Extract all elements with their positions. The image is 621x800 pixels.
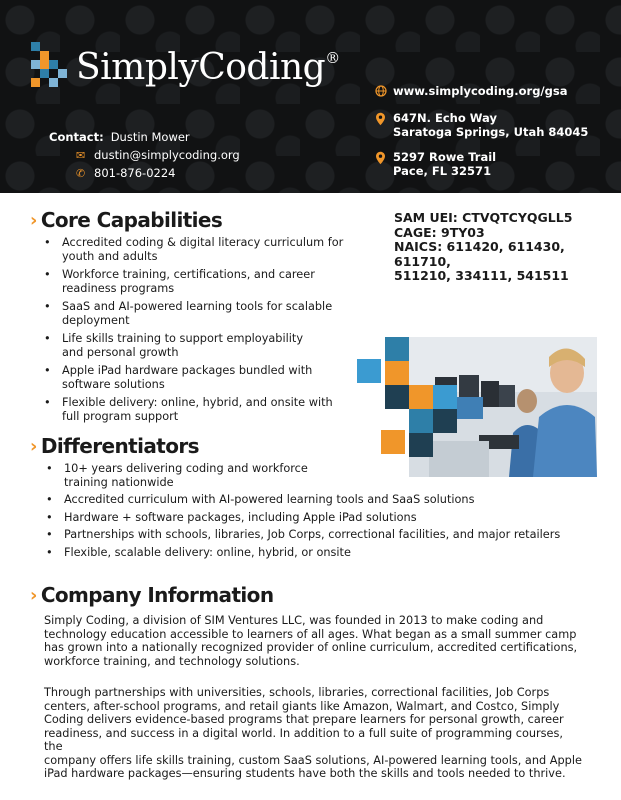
- paragraph-line: technology education accessible to learners of all ages. What began as a small summer camp: [44, 627, 577, 641]
- bullet-line: Workforce training, certifications, and career: [62, 268, 315, 281]
- bullet-line: 10+ years delivering coding and workforce: [64, 462, 308, 475]
- decor-tile: [433, 409, 457, 433]
- registered-mark: ®: [325, 49, 340, 67]
- paragraph-line: Simply Coding, a division of SIM Ventures LLC, was founded in 2013 to make coding and: [44, 614, 544, 627]
- paragraph-line: has grown into a nationally recognized provider of online curriculum, accredited certifications,: [44, 641, 578, 654]
- bullet-item: [44, 546, 604, 560]
- bullet-item: [44, 511, 604, 525]
- decor-tile: [385, 337, 409, 361]
- address-utah-line1: 647N. Echo Way: [393, 111, 497, 125]
- core-capabilities-list: [42, 236, 362, 423]
- brand-name: SimplyCoding: [76, 47, 326, 88]
- differentiators-title: Differentiators: [40, 434, 199, 458]
- decor-tile: [385, 361, 409, 385]
- paragraph-line: readiness, and success in a digital world. In addition to a full suite of programming courses, the: [44, 726, 563, 753]
- bullet-item: [42, 300, 362, 327]
- address-utah-line2: Saratoga Springs, Utah 84045: [393, 125, 589, 139]
- bullet-line: training nationwide: [64, 475, 174, 489]
- logo-wordmark: [76, 47, 340, 88]
- company-paragraph-1: [44, 614, 584, 668]
- chevron-right-icon: ›: [30, 585, 37, 606]
- bullet-item: [42, 396, 362, 423]
- decor-tile: [357, 359, 381, 383]
- paragraph-line: workforce training, and technology solutions.: [44, 654, 300, 668]
- bullet-line: Accredited coding & digital literacy curriculum for: [62, 236, 344, 249]
- decor-tile: [409, 385, 433, 409]
- contact-block: [49, 128, 240, 182]
- bullet-item: [42, 332, 362, 359]
- chevron-right-icon: ›: [30, 436, 37, 457]
- decor-tile: [409, 433, 433, 457]
- bullet-item: [44, 462, 604, 489]
- bullet-line: Flexible delivery: online, hybrid, and onsite with: [62, 396, 333, 409]
- bullet-line: SaaS and AI-powered learning tools for scalable deployment: [62, 300, 333, 327]
- differentiators-heading: [30, 434, 199, 458]
- company-information-heading: [30, 583, 273, 607]
- website-link[interactable]: www.simplycoding.org/gsa: [393, 84, 568, 98]
- bullet-line: and personal growth: [62, 345, 179, 359]
- paragraph-line: iPad hardware packages—ensuring students have both the skills and tools needed to thrive.: [44, 767, 566, 780]
- bullet-item: [44, 493, 604, 507]
- bullet-item: [42, 268, 362, 295]
- sam-uei: SAM UEI: CTVQTCYQGLL5: [394, 210, 573, 225]
- bullet-line: software solutions: [62, 377, 165, 391]
- core-capabilities-title: Core Capabilities: [40, 208, 223, 232]
- paragraph-line: company offers life skills training, custom SaaS solutions, AI-powered learning tools, and Apple: [44, 753, 582, 767]
- phone-icon: ✆: [76, 166, 86, 180]
- naics-codes-line1: NAICS: 611420, 611430, 611710,: [394, 239, 565, 269]
- map-pin-icon: [375, 112, 393, 129]
- decor-tile: [409, 409, 433, 433]
- contact-label: Contact:: [49, 130, 104, 144]
- contact-phone[interactable]: 801-876-0224: [94, 166, 176, 180]
- address-florida-line1: 5297 Rowe Trail: [393, 150, 497, 164]
- bullet-item: [42, 236, 362, 263]
- decor-tile: [433, 385, 457, 409]
- core-capabilities-heading: [30, 208, 222, 232]
- bullet-line: Accredited curriculum with AI-powered learning tools and SaaS solutions: [64, 493, 475, 506]
- logo-mark: [31, 42, 71, 92]
- bullet-line: Partnerships with schools, libraries, Job Corps, correctional facilities, and major retailers: [64, 528, 561, 541]
- contact-email-link[interactable]: dustin@simplycoding.org: [94, 148, 240, 162]
- contact-name: Dustin Mower: [110, 130, 190, 144]
- paragraph-line: Coding delivers evidence-based programs that prepare learners for personal growth, career: [44, 713, 564, 726]
- differentiators-list: [44, 462, 604, 559]
- cage-code: CAGE: 9TY03: [394, 224, 485, 240]
- paragraph-line: centers, after-school programs, and retail giants like Amazon, Walmart, and Costco, Simply: [44, 699, 560, 713]
- bullet-line: youth and adults: [62, 249, 158, 263]
- naics-codes-line2: 511210, 334111, 541511: [394, 268, 569, 283]
- bullet-line: Hardware + software packages, including Apple iPad solutions: [64, 510, 417, 524]
- bullet-item: [42, 364, 362, 391]
- bullet-line: Apple iPad hardware packages bundled with: [62, 364, 313, 377]
- decor-tile: [381, 430, 405, 454]
- chevron-right-icon: ›: [30, 210, 37, 231]
- globe-icon: [375, 85, 393, 100]
- envelope-icon: ✉: [76, 148, 86, 162]
- government-identifiers: [394, 211, 621, 284]
- classroom-photo: [357, 337, 597, 477]
- map-pin-icon: [375, 151, 393, 168]
- company-information-title: Company Information: [40, 583, 274, 607]
- bullet-line: Flexible, scalable delivery: online, hybrid, or onsite: [64, 545, 351, 559]
- bullet-line: readiness programs: [62, 281, 175, 295]
- address-florida-line2: Pace, FL 32571: [393, 164, 492, 178]
- bullet-item: [44, 528, 604, 542]
- bullet-line: Life skills training to support employability: [62, 332, 304, 345]
- bullet-line: full program support: [62, 409, 179, 423]
- decor-tile: [385, 385, 409, 409]
- company-paragraph-2: [44, 686, 584, 781]
- header-banner: [0, 0, 621, 193]
- paragraph-line: Through partnerships with universities, schools, libraries, correctional facilities, Job Corps: [44, 686, 550, 699]
